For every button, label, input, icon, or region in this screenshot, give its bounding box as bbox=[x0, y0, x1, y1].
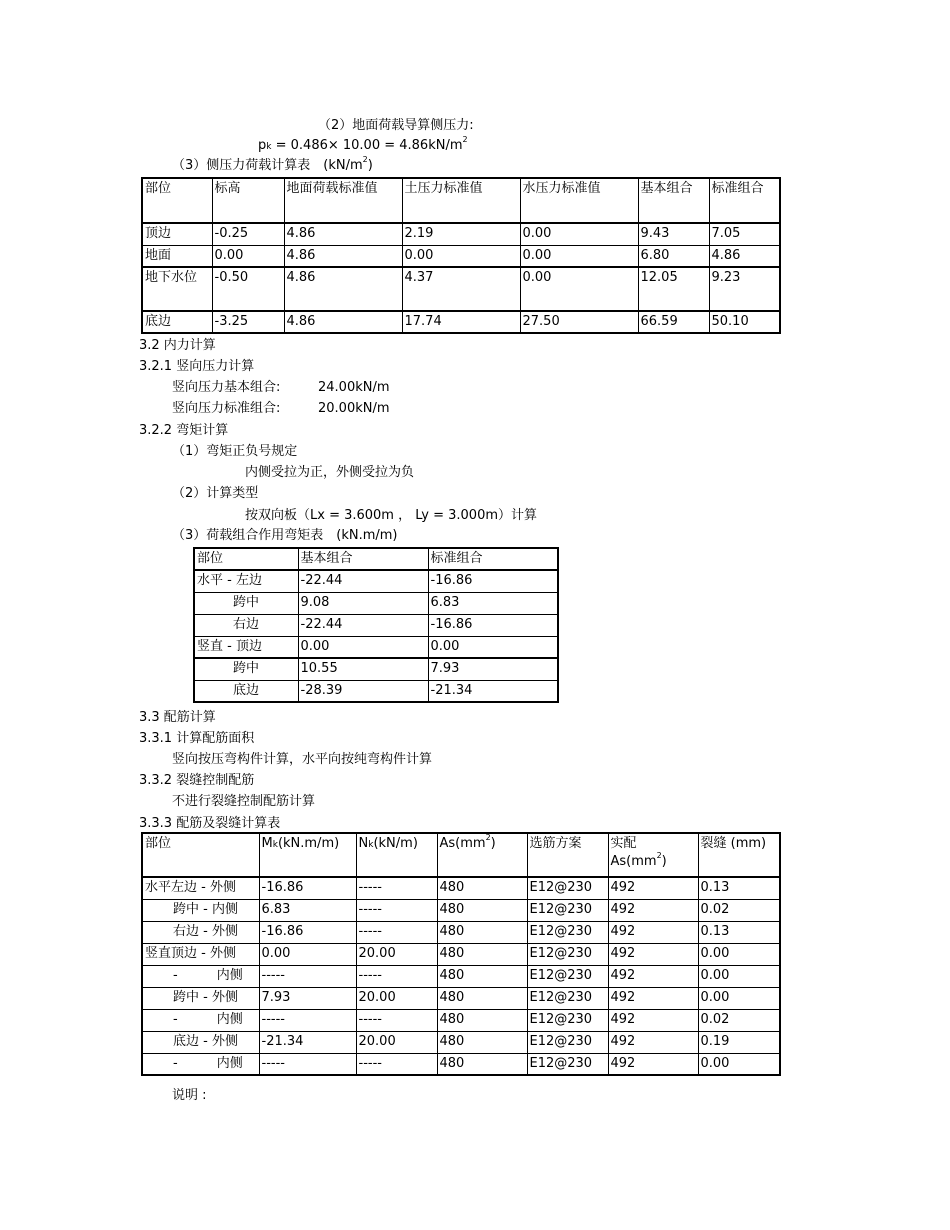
header-cell: 标高 bbox=[212, 178, 284, 223]
crack-control-text: 不进行裂缝控制配筋计算 bbox=[172, 794, 316, 809]
table-row bbox=[142, 267, 780, 311]
table-cell: 底边 bbox=[142, 311, 212, 333]
table-cell: 部位 bbox=[142, 833, 259, 877]
table-cell: 7.93 bbox=[259, 987, 356, 1009]
table-cell: 裂缝 (mm) bbox=[698, 833, 780, 877]
header-cell: 基本组合 bbox=[638, 178, 709, 223]
heading-3-3-1: 3.3.1 计算配筋面积 bbox=[139, 731, 255, 746]
table-cell: 4.86 bbox=[284, 311, 402, 333]
table-cell: 492 bbox=[608, 877, 698, 899]
table-cell: E12@230 bbox=[527, 965, 608, 987]
table-cell: 4.37 bbox=[402, 267, 520, 311]
table-cell: E12@230 bbox=[527, 943, 608, 965]
table-cell: 0.00 bbox=[520, 223, 638, 245]
table-row bbox=[194, 592, 558, 614]
table-row bbox=[142, 921, 780, 943]
table-cell: 0.00 bbox=[259, 943, 356, 965]
table-cell: 492 bbox=[608, 1009, 698, 1031]
table-cell: 竖直 - 顶边 bbox=[194, 636, 298, 658]
table-cell: 6.83 bbox=[259, 899, 356, 921]
table-cell: ----- bbox=[356, 965, 437, 987]
table-cell: E12@230 bbox=[527, 899, 608, 921]
table-cell: E12@230 bbox=[527, 921, 608, 943]
table-cell: 地面 bbox=[142, 245, 212, 267]
table-cell: $As(mm^2)$ bbox=[437, 833, 527, 877]
table-cell: -16.86 bbox=[428, 614, 558, 636]
table-cell: 实配 $As(mm^2)$ bbox=[608, 833, 698, 877]
table-cell: 底边 bbox=[194, 680, 298, 702]
table-cell: 4.86 bbox=[709, 245, 780, 267]
table-cell: -3.25 bbox=[212, 311, 284, 333]
moment-sign-text: 内侧受拉为正，外侧受拉为负 bbox=[245, 465, 415, 480]
header-cell: 水压力标准值 bbox=[520, 178, 638, 223]
section-ground-load-title: （2）地面荷载导算侧压力: bbox=[318, 118, 474, 133]
table-cell: -0.50 bbox=[212, 267, 284, 311]
heading-3-3-2: 3.3.2 裂缝控制配筋 bbox=[139, 773, 255, 788]
table-row bbox=[142, 899, 780, 921]
lateral-pressure-table bbox=[141, 177, 781, 334]
table-header-row bbox=[142, 178, 780, 223]
table-row bbox=[194, 570, 558, 592]
table-cell: 7.05 bbox=[709, 223, 780, 245]
table-cell: 4.86 bbox=[284, 267, 402, 311]
calc-type-text: 按双向板（Lx = 3.600m ， Ly = 3.000m）计算 bbox=[245, 508, 538, 523]
table-cell: ----- bbox=[356, 899, 437, 921]
table-cell: 4.86 bbox=[284, 223, 402, 245]
table-cell: 492 bbox=[608, 965, 698, 987]
table-cell: 66.59 bbox=[638, 311, 709, 333]
table-cell: 9.08 bbox=[298, 592, 428, 614]
table-cell: 12.05 bbox=[638, 267, 709, 311]
table-cell: -16.86 bbox=[259, 877, 356, 899]
table-cell: 17.74 bbox=[402, 311, 520, 333]
table-row bbox=[194, 614, 558, 636]
table-cell: 选筋方案 bbox=[527, 833, 608, 877]
vertical-standard-value: 20.00kN/m bbox=[318, 401, 390, 416]
heading-3-3-3: 3.3.3 配筋及裂缝计算表 bbox=[139, 816, 281, 831]
table-cell: -22.44 bbox=[298, 614, 428, 636]
table-cell: ----- bbox=[259, 1053, 356, 1075]
table-cell: 9.43 bbox=[638, 223, 709, 245]
table-cell: 6.83 bbox=[428, 592, 558, 614]
table-cell: ----- bbox=[259, 1009, 356, 1031]
table-cell: 底边 - 外侧 bbox=[142, 1031, 259, 1053]
table-cell: 50.10 bbox=[709, 311, 780, 333]
table-cell: 部位 bbox=[194, 548, 298, 570]
table-cell: 顶边 bbox=[142, 223, 212, 245]
table-cell: - 内侧 bbox=[142, 965, 259, 987]
table-cell: ----- bbox=[356, 1009, 437, 1031]
table-cell: 0.00 bbox=[428, 636, 558, 658]
table-cell: 2.19 bbox=[402, 223, 520, 245]
table-cell: 跨中 - 内侧 bbox=[142, 899, 259, 921]
table-cell: 480 bbox=[437, 987, 527, 1009]
table-row bbox=[142, 223, 780, 245]
table-row bbox=[142, 311, 780, 333]
table-cell: -21.34 bbox=[259, 1031, 356, 1053]
table-cell: 0.00 bbox=[298, 636, 428, 658]
table-header-row bbox=[194, 548, 558, 570]
table-row bbox=[194, 680, 558, 702]
heading-3-2-1: 3.2.1 竖向压力计算 bbox=[139, 359, 255, 374]
table-cell: 4.86 bbox=[284, 245, 402, 267]
table-row bbox=[142, 943, 780, 965]
table-cell: - 内侧 bbox=[142, 1053, 259, 1075]
table-cell: Mk(kN.m/m) bbox=[259, 833, 356, 877]
table-cell: 0.00 bbox=[402, 245, 520, 267]
table-cell: 492 bbox=[608, 987, 698, 1009]
table-cell: E12@230 bbox=[527, 1053, 608, 1075]
table-cell: 0.00 bbox=[698, 965, 780, 987]
table-row bbox=[142, 1053, 780, 1075]
table-cell: Nk(kN/m) bbox=[356, 833, 437, 877]
table-cell: 492 bbox=[608, 921, 698, 943]
table-cell: 标准组合 bbox=[428, 548, 558, 570]
table-cell: 20.00 bbox=[356, 943, 437, 965]
table-cell: -28.39 bbox=[298, 680, 428, 702]
pk-formula: pk = $0.486\times 10.00 = 4.86kN/m^2$ bbox=[258, 135, 468, 153]
table-cell: 0.19 bbox=[698, 1031, 780, 1053]
table-cell: 480 bbox=[437, 899, 527, 921]
table-cell: -16.86 bbox=[428, 570, 558, 592]
heading-3-2: 3.2 内力计算 bbox=[139, 338, 216, 353]
table-cell: 跨中 bbox=[194, 592, 298, 614]
table-cell: 480 bbox=[437, 965, 527, 987]
table-cell: 跨中 bbox=[194, 658, 298, 680]
vertical-basic-value: 24.00kN/m bbox=[318, 380, 390, 395]
table-cell: 0.00 bbox=[698, 1053, 780, 1075]
table-row bbox=[142, 987, 780, 1009]
heading-3-3: 3.3 配筋计算 bbox=[139, 710, 216, 725]
table-row bbox=[142, 245, 780, 267]
table-cell: -16.86 bbox=[259, 921, 356, 943]
table-cell: -0.25 bbox=[212, 223, 284, 245]
table-cell: 6.80 bbox=[638, 245, 709, 267]
table-cell: E12@230 bbox=[527, 1031, 608, 1053]
table-cell: - 内侧 bbox=[142, 1009, 259, 1031]
table-cell: 竖直顶边 - 外侧 bbox=[142, 943, 259, 965]
table-cell: ----- bbox=[356, 877, 437, 899]
table-cell: 0.00 bbox=[212, 245, 284, 267]
heading-3-2-2: 3.2.2 弯矩计算 bbox=[139, 423, 229, 438]
table-cell: 9.23 bbox=[709, 267, 780, 311]
vertical-standard-label: 竖向压力标准组合: bbox=[172, 401, 281, 416]
table-cell: 492 bbox=[608, 1053, 698, 1075]
table-cell: 右边 bbox=[194, 614, 298, 636]
table-cell: 0.00 bbox=[698, 943, 780, 965]
table-row bbox=[194, 636, 558, 658]
table-cell: ----- bbox=[356, 1053, 437, 1075]
table-cell: 0.13 bbox=[698, 921, 780, 943]
table-cell: 基本组合 bbox=[298, 548, 428, 570]
vertical-basic-label: 竖向压力基本组合: bbox=[172, 380, 281, 395]
table-cell: 480 bbox=[437, 1009, 527, 1031]
table-cell: 跨中 - 外侧 bbox=[142, 987, 259, 1009]
lateral-table-title: （3）侧压力荷载计算表 $(kN/m^2)$ bbox=[172, 155, 373, 173]
table-cell: 0.13 bbox=[698, 877, 780, 899]
table-cell: 0.00 bbox=[520, 245, 638, 267]
table-cell: 480 bbox=[437, 1031, 527, 1053]
table-cell: E12@230 bbox=[527, 877, 608, 899]
table-cell: 492 bbox=[608, 1031, 698, 1053]
note-label: 说明 : bbox=[172, 1088, 207, 1103]
table-cell: 10.55 bbox=[298, 658, 428, 680]
table-cell: 492 bbox=[608, 899, 698, 921]
table-cell: ----- bbox=[356, 921, 437, 943]
calc-type-title: （2）计算类型 bbox=[172, 486, 259, 501]
table-cell: ----- bbox=[259, 965, 356, 987]
table-row bbox=[194, 658, 558, 680]
table-cell: 27.50 bbox=[520, 311, 638, 333]
table-row bbox=[142, 1031, 780, 1053]
table-cell: 0.00 bbox=[698, 987, 780, 1009]
header-cell: 部位 bbox=[142, 178, 212, 223]
table-cell: 20.00 bbox=[356, 987, 437, 1009]
table-cell: E12@230 bbox=[527, 987, 608, 1009]
header-cell: 地面荷载标准值 bbox=[284, 178, 402, 223]
table-cell: 0.02 bbox=[698, 1009, 780, 1031]
table-row bbox=[142, 965, 780, 987]
table-cell: E12@230 bbox=[527, 1009, 608, 1031]
rebar-area-text: 竖向按压弯构件计算，水平向按纯弯构件计算 bbox=[172, 752, 433, 767]
table-row bbox=[142, 877, 780, 899]
rebar-crack-table bbox=[141, 832, 781, 1076]
table-cell: 右边 - 外侧 bbox=[142, 921, 259, 943]
table-cell: 480 bbox=[437, 943, 527, 965]
table-cell: -21.34 bbox=[428, 680, 558, 702]
table-cell: 480 bbox=[437, 877, 527, 899]
table-cell: 492 bbox=[608, 943, 698, 965]
moment-sign-title: （1）弯矩正负号规定 bbox=[172, 444, 298, 459]
header-cell: 标准组合 bbox=[709, 178, 780, 223]
table-cell: 7.93 bbox=[428, 658, 558, 680]
moment-table bbox=[193, 547, 559, 703]
table-cell: 地下水位 bbox=[142, 267, 212, 311]
table-header-row bbox=[142, 833, 780, 877]
table-cell: 20.00 bbox=[356, 1031, 437, 1053]
table-cell: -22.44 bbox=[298, 570, 428, 592]
table-cell: 480 bbox=[437, 1053, 527, 1075]
moment-table-title: （3）荷载组合作用弯矩表 (kN.m/m) bbox=[172, 528, 398, 543]
table-cell: 480 bbox=[437, 921, 527, 943]
table-cell: 0.00 bbox=[520, 267, 638, 311]
header-cell: 土压力标准值 bbox=[402, 178, 520, 223]
table-cell: 水平左边 - 外侧 bbox=[142, 877, 259, 899]
table-row bbox=[142, 1009, 780, 1031]
table-cell: 0.02 bbox=[698, 899, 780, 921]
table-cell: 水平 - 左边 bbox=[194, 570, 298, 592]
